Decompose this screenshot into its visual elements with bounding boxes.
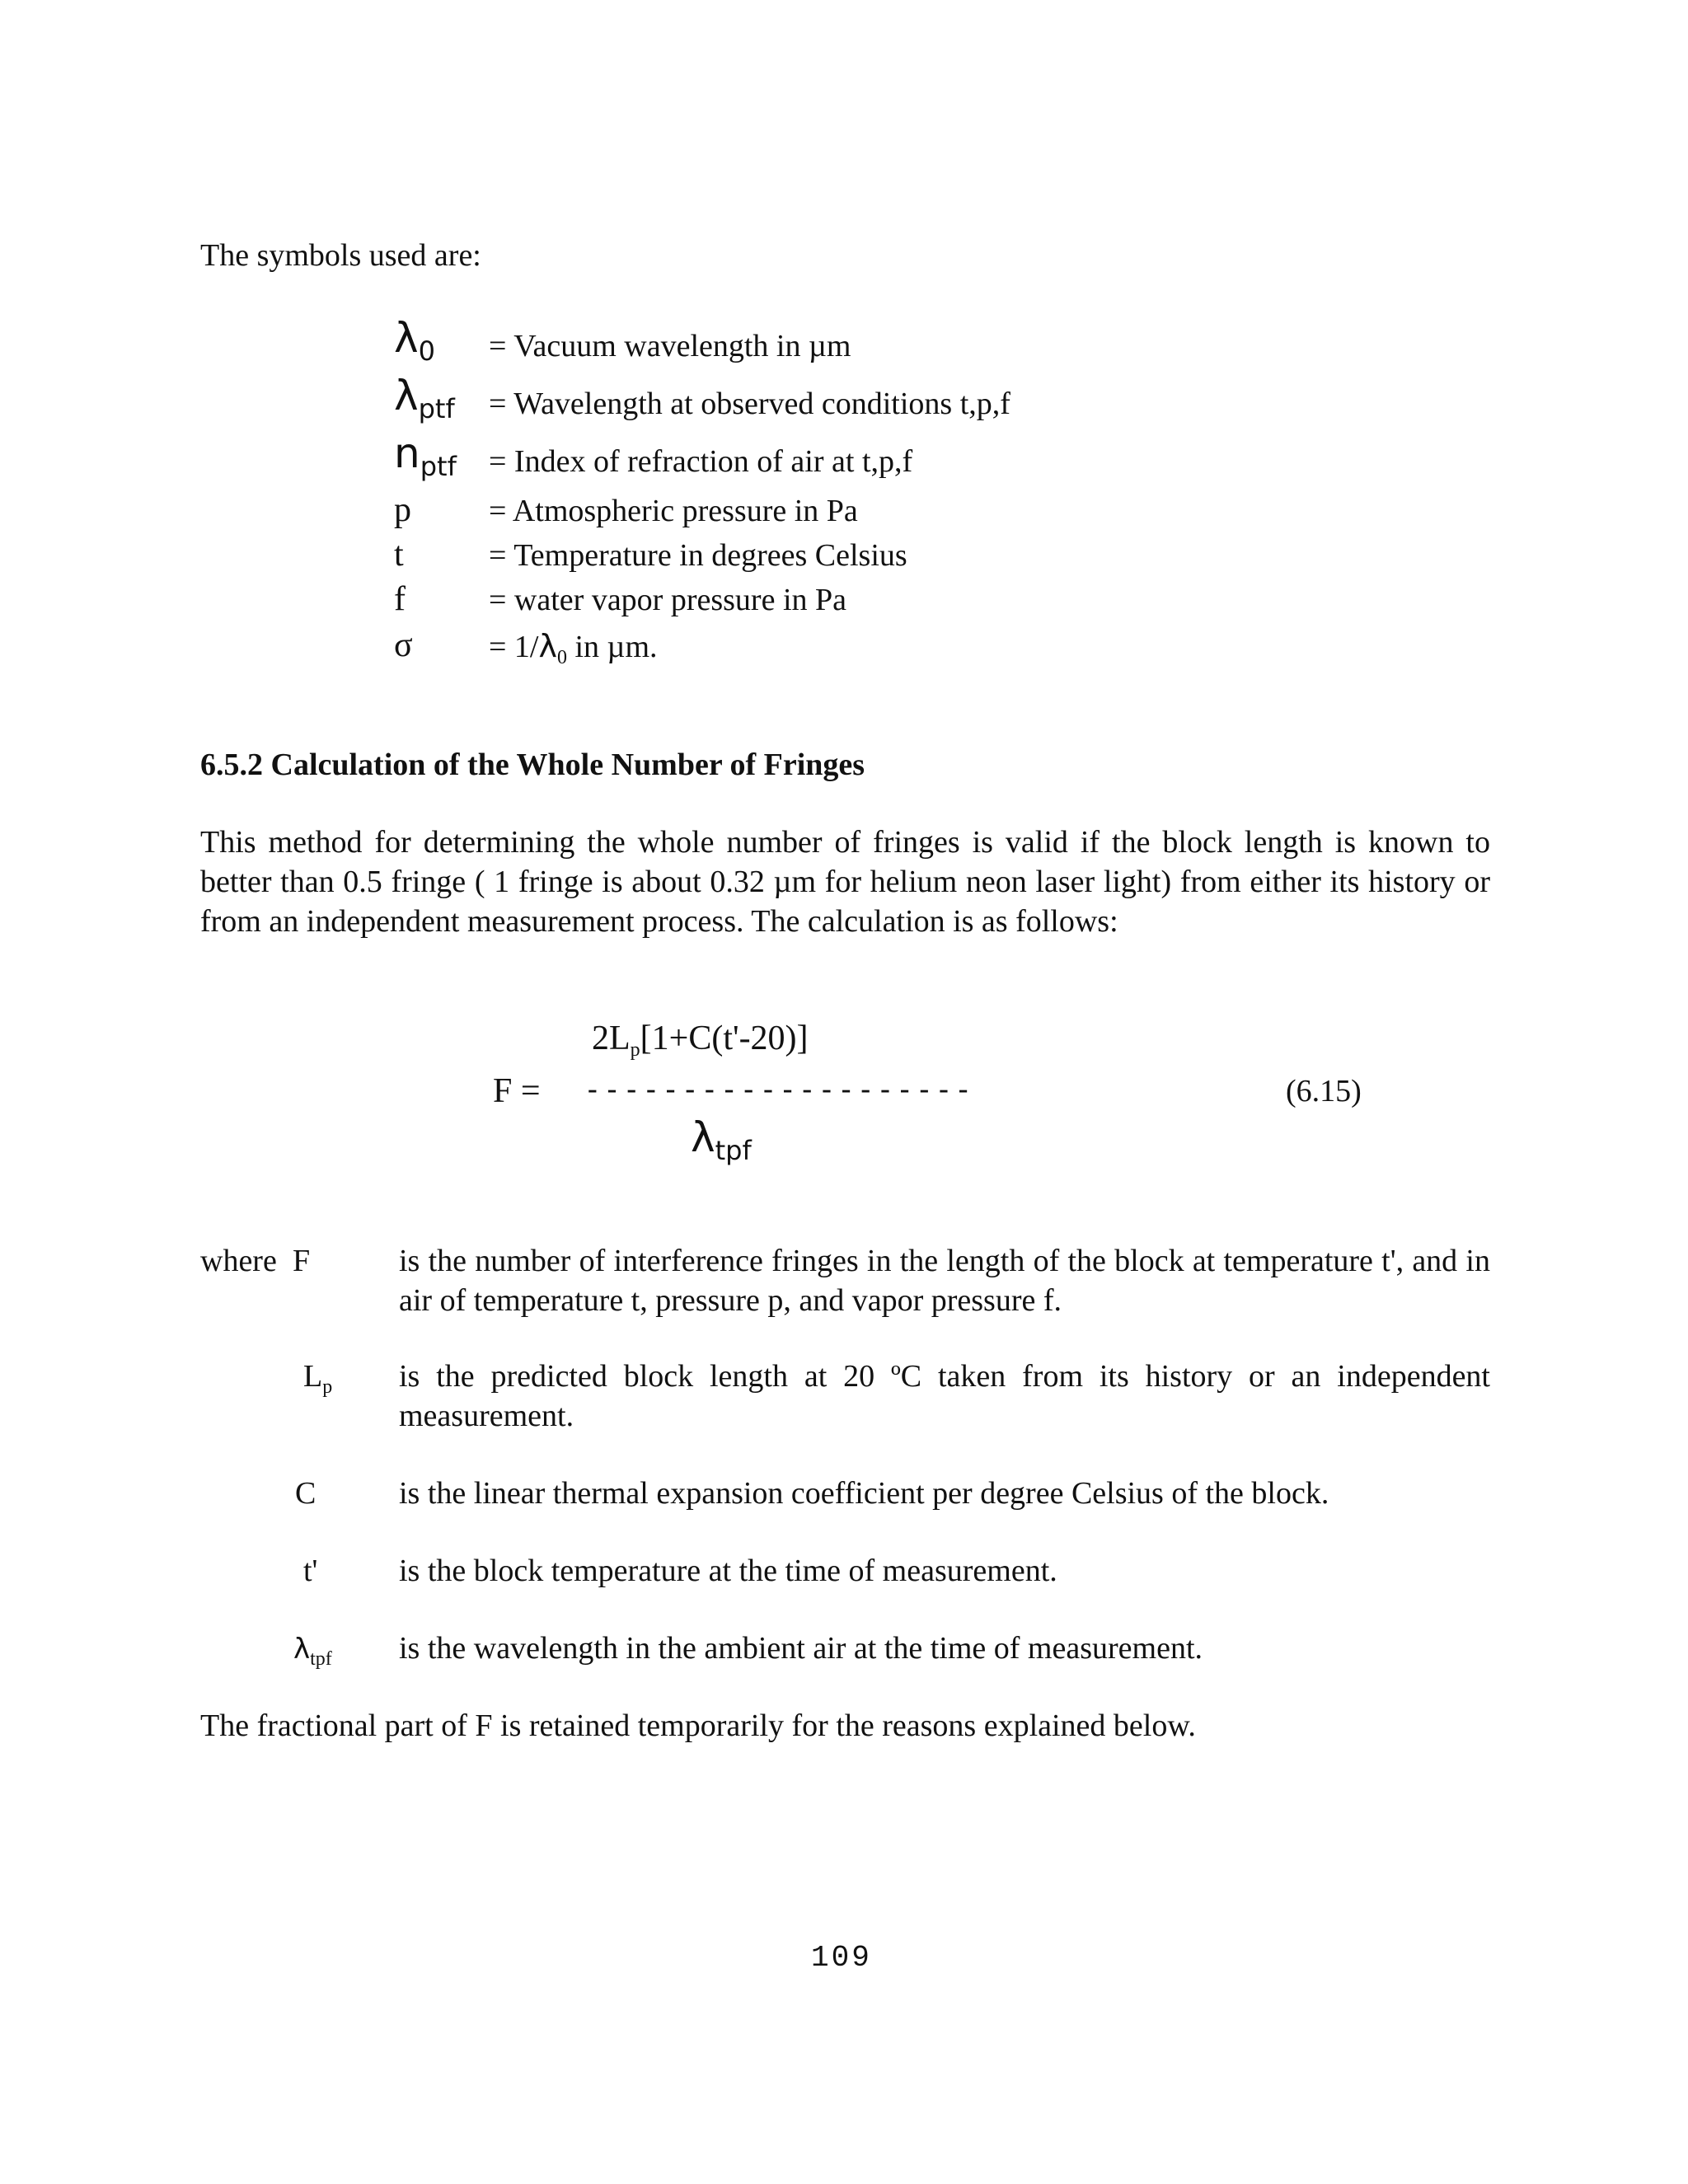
symbol: n xyxy=(394,429,420,477)
symbol-description: = Wavelength at observed conditions t,p,f xyxy=(489,387,1010,421)
equation-fraction-bar: -------------------- xyxy=(584,1073,974,1107)
symbol: t xyxy=(394,536,404,574)
definition-term: C xyxy=(295,1476,316,1511)
symbol-item xyxy=(394,430,457,482)
equation-number: (6.15) xyxy=(1286,1074,1362,1108)
definition-term: F xyxy=(293,1244,311,1278)
intro-text: The symbols used are: xyxy=(200,238,481,273)
symbol: σ xyxy=(394,626,413,664)
symbol: f xyxy=(394,580,406,618)
page-number: 109 xyxy=(811,1941,872,1975)
definition-term: $\lambda_{tpf}$ xyxy=(293,1633,332,1670)
definition-text: is the block temperature at the time of measurement. xyxy=(399,1554,1057,1588)
symbol-description: = Atmospheric pressure in Pa xyxy=(489,494,858,528)
equation-denominator: λtpf xyxy=(691,1113,752,1166)
symbol: λ xyxy=(394,372,419,419)
equation-lhs: F = xyxy=(493,1072,541,1110)
symbol: p xyxy=(394,491,411,529)
equation-numerator: 2Lp[1+C(t'-20)] xyxy=(592,1019,809,1061)
definition-text: is the predicted block length at 20 ºC taken from its history or an independent measurement. xyxy=(399,1359,1490,1433)
definition-text: is the number of interference fringes in the length of the block at temperature t', and in air of temperature t, pressure p, and vapor pressure f. xyxy=(399,1244,1490,1318)
symbol-description: = Vacuum wavelength in µm xyxy=(489,329,851,363)
definition-text: is the linear thermal expansion coefficient per degree Celsius of the block. xyxy=(399,1476,1329,1511)
symbol-description: = water vapor pressure in Pa xyxy=(489,583,847,617)
section-heading: 6.5.2 Calculation of the Whole Number of Fringes xyxy=(200,748,865,782)
where-label: where xyxy=(200,1244,277,1278)
symbol-subscript: ptf xyxy=(420,451,457,482)
symbol-item xyxy=(394,315,435,367)
symbol: λ xyxy=(394,314,419,362)
symbol-item xyxy=(394,373,455,424)
symbol-subscript: ptf xyxy=(418,393,455,424)
definition-term: t' xyxy=(303,1554,318,1588)
symbol-description: = $1/\lambda_0$ in µm. xyxy=(489,628,658,668)
symbol-description: = Temperature in degrees Celsius xyxy=(489,538,907,573)
symbol-subscript: 0 xyxy=(418,335,435,367)
definition-text: is the wavelength in the ambient air at the time of measurement. xyxy=(399,1631,1203,1666)
closing-text: The fractional part of F is retained temporarily for the reasons explained below. xyxy=(200,1708,1196,1743)
definition-term: $L_p$ xyxy=(303,1359,333,1398)
symbol-description: = Index of refraction of air at t,p,f xyxy=(489,444,913,479)
body-paragraph: This method for determining the whole number of fringes is valid if the block length is known to better than 0.5 fringe ( 1 fringe is about 0.32 µm for helium neon laser light) from either its history or from an independent measurement process. The calculation is as follows: xyxy=(200,825,1490,939)
